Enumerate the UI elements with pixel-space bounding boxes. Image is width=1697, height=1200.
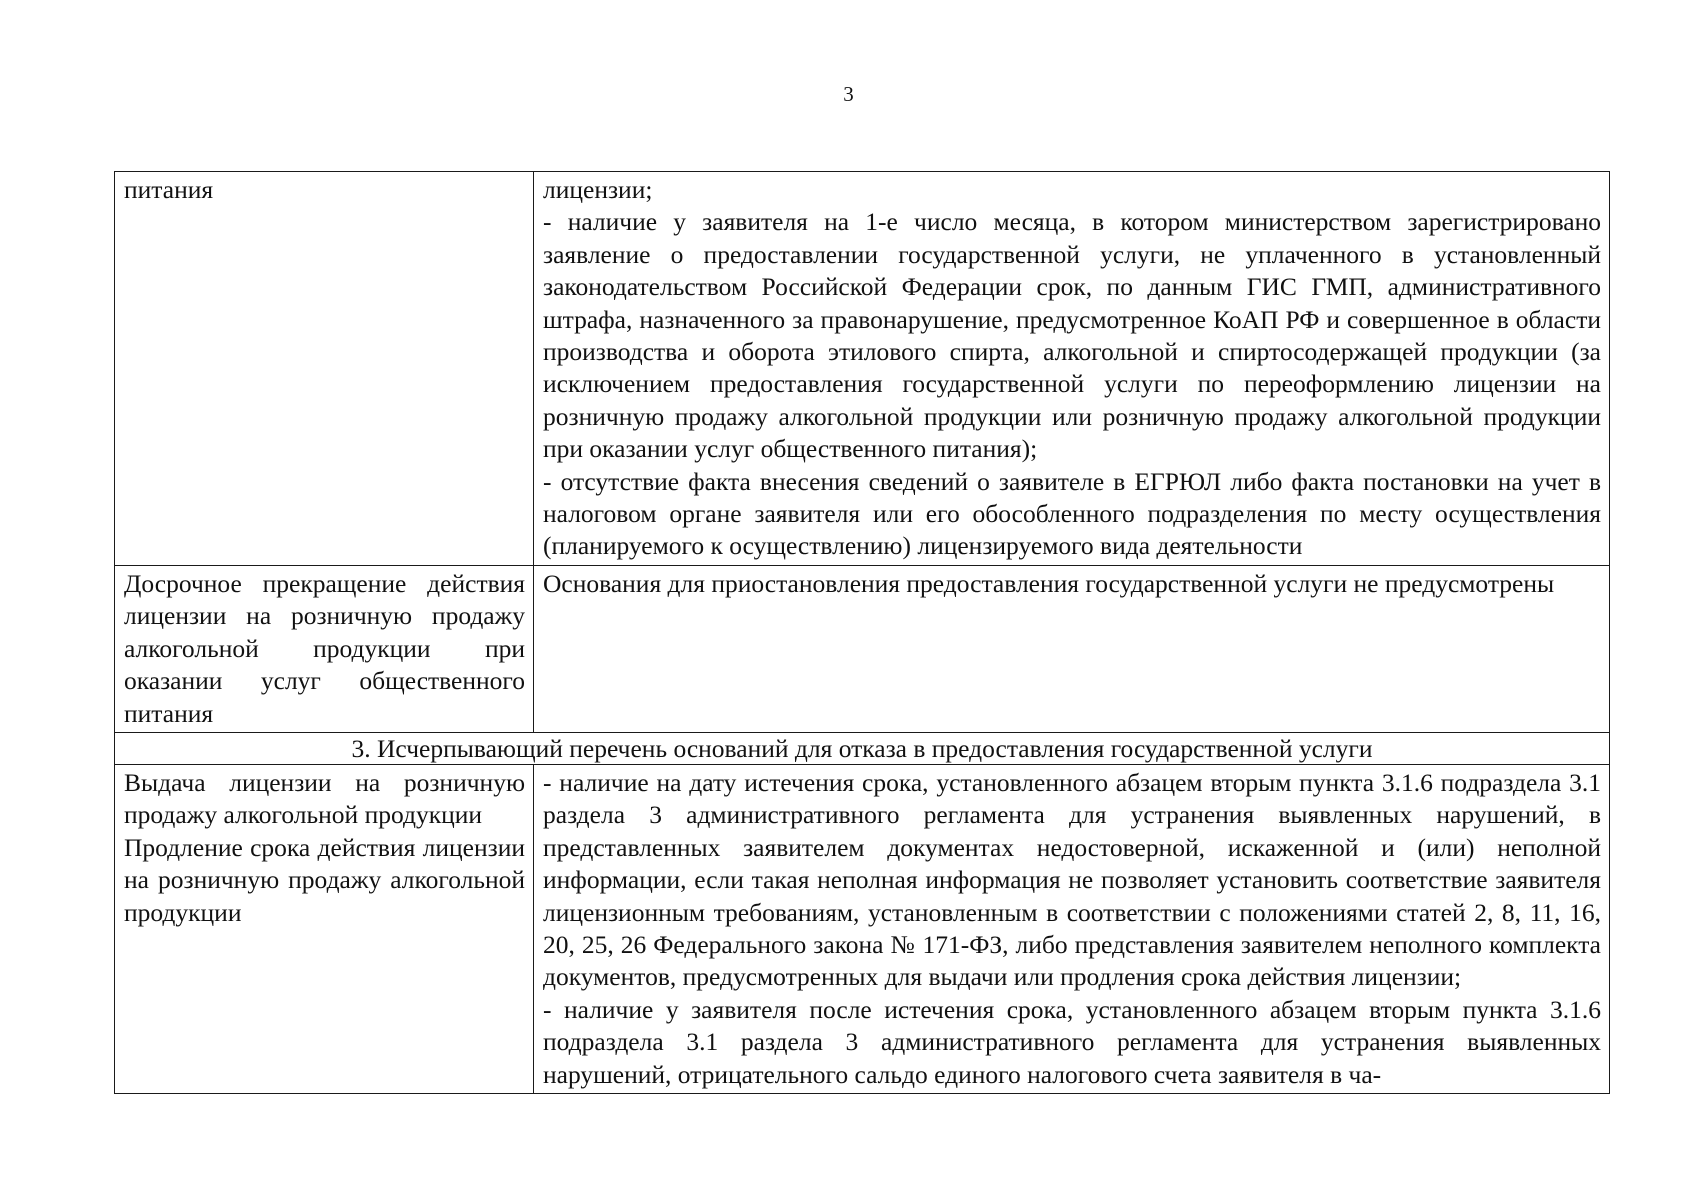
table-cell-right <box>534 172 1610 566</box>
table-row <box>115 764 1610 1093</box>
cell-paragraph: - наличие на дату истечения срока, установленного абзацем вторым пункта 3.1.6 подраздела 3.1 раздела 3 административного регламента для устранения выявленных нарушений, в представленных заявителем документах недостоверной, искаженной и (или) неполной информации, если такая неполная информация не позволяет установить соответствие заявителя лицензионным требованиям, установленным в соответствии с положениями статей 2, 8, 11, 16, 20, 25, 26 Федерального закона № 171-ФЗ, либо представления заявителем неполного комплекта документов, предусмотренных для выдачи или продления срока действия лицензии; <box>543 767 1601 992</box>
section-heading: 3. Исчерпывающий перечень оснований для отказа в предоставления государственной услуги <box>115 732 1610 764</box>
cell-paragraph: - наличие у заявителя на 1-е число месяца, в котором министерством зарегистрировано заявление о предоставлении государственной услуги, не уплаченного в установленный законодательством Российской Федерации срок, по данным ГИС ГМП, административного штрафа, назначенного за правонарушение, предусмотренное КоАП РФ и совершенное в области производства и оборота этилового спирта, алкогольной и спиртосодержащей продукции (за исключением предоставления государственной услуги по переоформлению лицензии на розничную продажу алкогольной продукции или розничную продажу алкогольной продукции при оказании услуг общественного питания); <box>543 207 1601 464</box>
table-row <box>115 565 1610 732</box>
cell-paragraph: питания <box>124 175 214 204</box>
page-number: 3 <box>843 82 854 106</box>
cell-paragraph: Основания для приостановления предоставления государственной услуги не предусмотрены <box>543 568 1555 598</box>
section-header-row <box>115 732 1610 764</box>
table-cell-left <box>115 565 534 732</box>
cell-paragraph: - отсутствие факта внесения сведений о заявителе в ЕГРЮЛ либо факта постановки на учет в налоговом органе заявителя или его обособленного подразделения по месту осуществления (планируемого к осуществлению) лицензируемого вида деятельности <box>543 466 1601 561</box>
table-cell-right <box>534 764 1610 1093</box>
cell-paragraph: лицензии; <box>543 175 653 204</box>
table-cell-left <box>115 172 534 566</box>
table-row <box>115 172 1610 566</box>
cell-paragraph: - наличие у заявителя после истечения срока, установленного абзацем вторым пункта 3.1.6 подраздела 3.1 раздела 3 административного регламента для устранения выявленных нарушений, отрицательного сальдо единого налогового счета заявителя в ча- <box>543 994 1601 1089</box>
cell-paragraph: Продление срока действия лицензии на розничную продажу алкогольной продукции <box>124 832 525 927</box>
table-cell-right <box>534 565 1610 732</box>
table-cell-left <box>115 764 534 1093</box>
document-table <box>114 171 1610 1094</box>
cell-paragraph: Выдача лицензии на розничную продажу алкогольной продукции <box>124 767 525 830</box>
cell-paragraph: Досрочное прекращение действия лицензии на розничную продажу алкогольной продукции при оказании услуг общественного питания <box>124 568 525 728</box>
